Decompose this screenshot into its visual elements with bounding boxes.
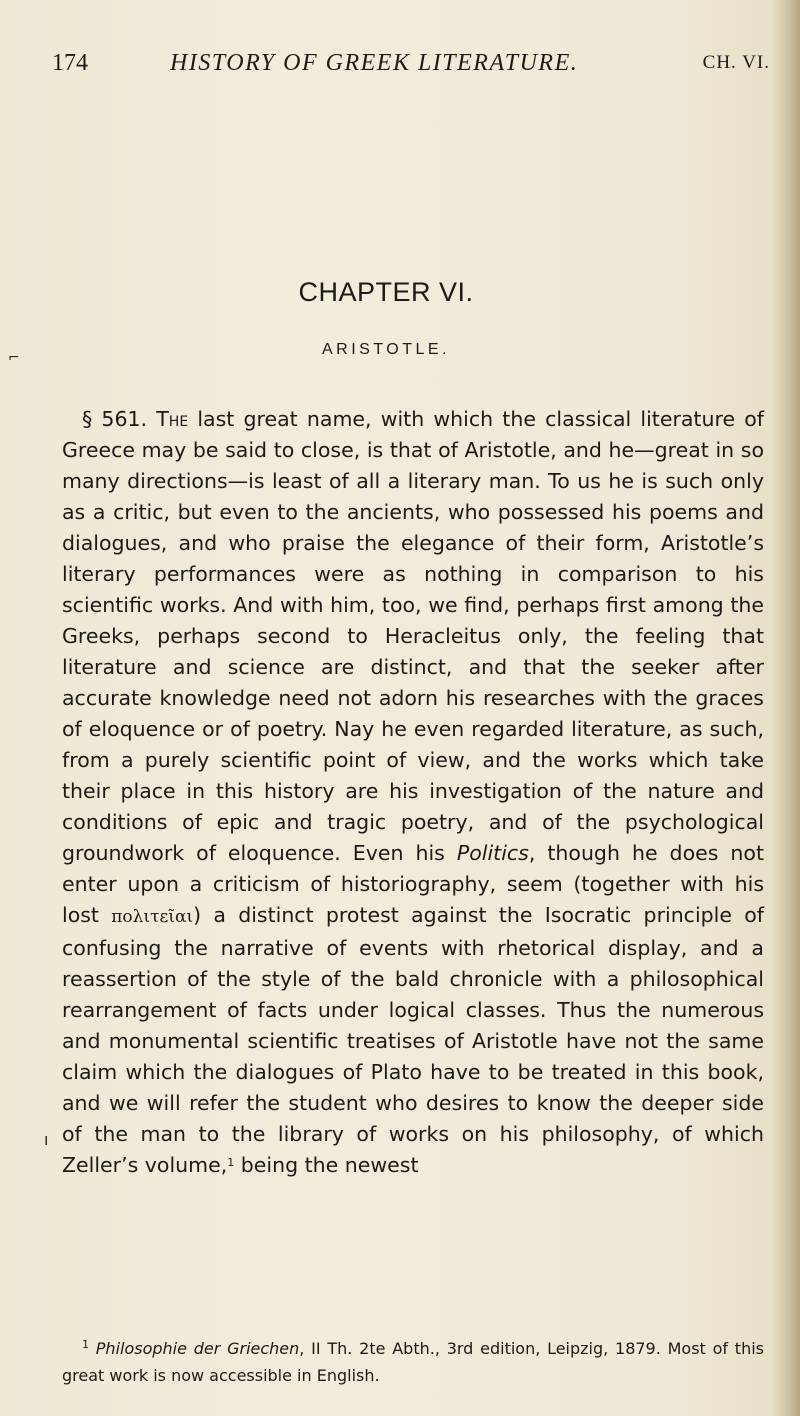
page-number: 174 xyxy=(52,50,88,76)
footnote-marker: 1 xyxy=(82,1338,89,1351)
body-text-part-c: ) a distinct protest against the Isocratic principle of confusing the narrative of events with rhetorical display, and a reassertion of the style of the bald chronicle with a philosophical rearrangement of facts under logical classes. Thus the numerous and monumental scientific treatises of Aristotle have not the same claim which the dialogues of Plato have to be treated in this book, and we will refer the student who desires to know the deeper side of the man to the library of works on his philosophy, of which Zeller’s volume, xyxy=(62,903,764,1177)
margin-mark-top: ⌐ xyxy=(8,350,20,366)
running-head-title: HISTORY OF GREEK LITERATURE. xyxy=(170,50,579,76)
footnote-title: Philosophie der Griechen xyxy=(95,1339,300,1358)
body-text-part-a: last great name, with which the classical literature of Greece may be said to close, is that of Aristotle, and he—great in so many directions—is least of all a literary man. To us he is such only as a critic, but even to the ancients, who possessed his poems and dialogues, and who praise the elegance of their form, Aristotle’s literary performances were as nothing in comparison to his scientific works. And with him, too, we find, perhaps first among the Greeks, perhaps second to Heracleitus only, the feeling that literature and science are distinct, and that the seeker after accurate knowledge need not adorn his researches with the graces of eloquence or of poetry. Nay he even regarded literature, as such, from a purely scientific point of view, and the works which take their place in this history are his investigation of the nature and conditions of epic and tragic poetry, and of the psychological groundwork of eloquence. Even his xyxy=(62,407,764,865)
footnote xyxy=(62,1335,764,1389)
opening-word: The xyxy=(156,407,189,431)
footnote-text: , II Th. 2te Abth., 3rd edition, Leipzig, 1879. Most of this great work is now accessible in English. xyxy=(62,1339,764,1385)
footnote-reference[interactable]: 1 xyxy=(227,1156,235,1169)
running-head-chapter: CH. VI. xyxy=(702,52,770,73)
body-text-part-b: , though he does not enter upon a criticism of historiography, seem (together with his lost xyxy=(62,841,764,927)
page-edge-shadow xyxy=(772,0,800,1416)
running-head xyxy=(52,50,770,90)
chapter-heading: CHAPTER VI. xyxy=(298,277,474,307)
section-mark: § 561. xyxy=(82,407,148,431)
politics-title: Politics xyxy=(456,841,529,865)
body-text-part-d: being the newest xyxy=(234,1153,419,1177)
greek-word: πολιτεῖαι xyxy=(111,907,194,927)
chapter-subtitle: ARISTOTLE. xyxy=(321,341,451,358)
body-paragraph xyxy=(62,404,764,1181)
margin-mark-bottom: ı xyxy=(44,1130,49,1149)
